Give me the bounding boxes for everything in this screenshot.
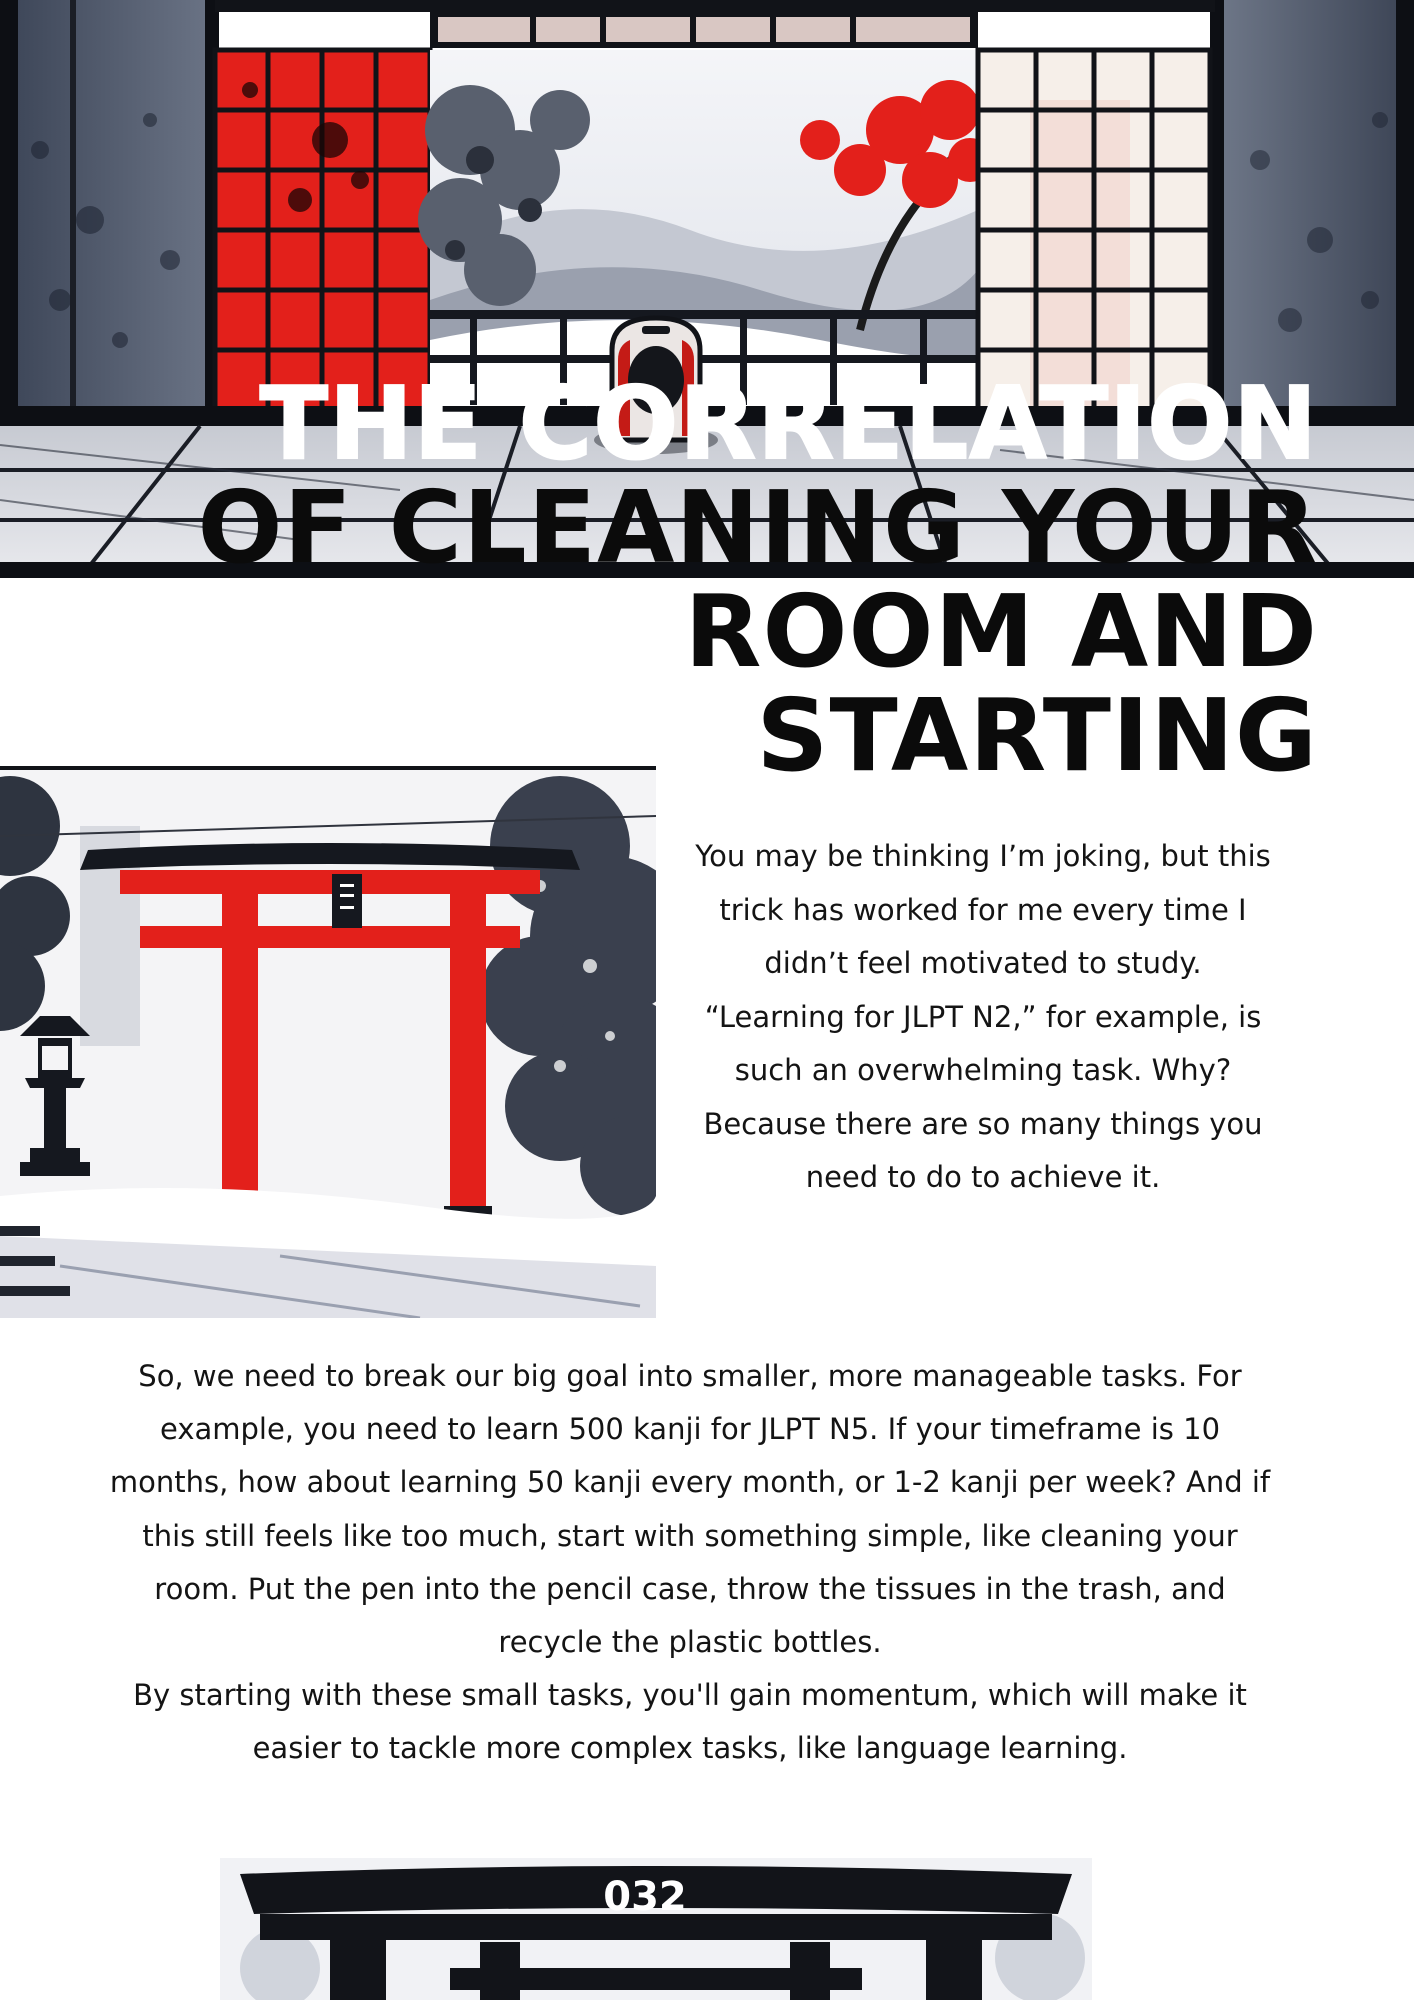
body-text — [100, 1350, 1280, 1776]
title-line-3: ROOM AND — [684, 573, 1318, 690]
torii-gate-illustration — [0, 766, 656, 1318]
torii-gate-image — [0, 766, 656, 1318]
intro-paragraph-2: “Learning for JLPT N2,” for example, is such an overwhelming task. Why? Because there are so many things you need to do to achieve it. — [703, 999, 1263, 1194]
intro-text — [688, 830, 1278, 1205]
page-number: 032 — [603, 1874, 687, 1920]
title-line-1: THE CORRELATION — [259, 365, 1318, 482]
title-line-2: OF CLEANING YOUR — [197, 469, 1318, 586]
intro-paragraph-1: You may be thinking I’m joking, but this trick has worked for me every time I didn’t feel motivated to study. — [695, 839, 1271, 980]
body-paragraph-2: By starting with these small tasks, you'll gain momentum, which will make it easier to tackle more complex tasks, like language learning. — [133, 1678, 1247, 1766]
page-title — [98, 365, 1318, 794]
body-paragraph-1: So, we need to break our big goal into smaller, more manageable tasks. For example, you need to learn 500 kanji for JLPT N5. If your timeframe is 10 months, how about learning 50 kanji every month, or 1-2 kanji per week? And if this still feels like too much, start with something simple, like cleaning your room. Put the pen into the pencil case, throw the tissues in the trash, and recycle the plastic bottles. — [109, 1359, 1271, 1660]
title-line-4: STARTING — [756, 677, 1318, 794]
